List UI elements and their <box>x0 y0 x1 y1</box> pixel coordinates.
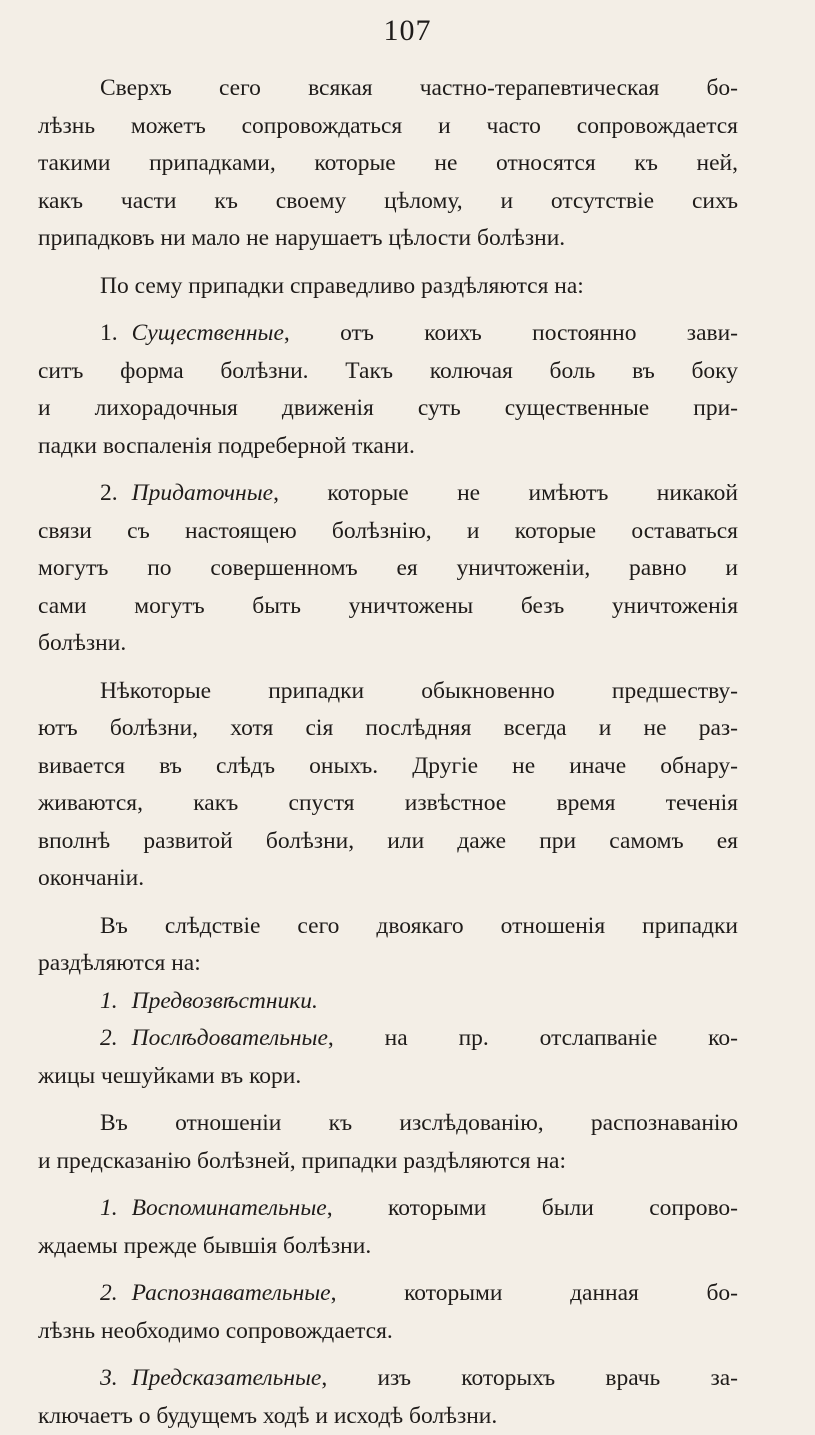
text-line <box>38 428 738 466</box>
text-span: падки воспаленія подреберной ткани. <box>38 433 415 459</box>
text-line <box>38 390 738 428</box>
text-span: ключаетъ о будущемъ ходѣ и исходѣ болѣзни. <box>38 1403 497 1429</box>
text-span: ютъ болѣзни, хотя сія послѣдняя всегда и не раз- <box>38 715 738 741</box>
text-span: ждаемы прежде бывшія болѣзни. <box>38 1233 371 1259</box>
text-line <box>38 315 738 353</box>
text-line <box>38 945 738 983</box>
text-line <box>38 1313 738 1351</box>
text-span: , отъ коихъ постоянно зави- <box>284 320 738 346</box>
text-span: живаются, какъ спустя извѣстное время теченія <box>38 790 738 816</box>
text-line <box>38 983 738 1021</box>
italic-term: Существенные <box>132 320 284 346</box>
list-number: 2. <box>100 1280 118 1306</box>
text-span: , которыми были сопрово- <box>327 1195 738 1221</box>
text-line <box>38 108 738 146</box>
paragraph-gap <box>38 1350 738 1360</box>
list-number: 1. <box>100 1195 118 1221</box>
text-span: окончаніи. <box>38 865 144 891</box>
text-span: Сверхъ сего всякая частно-терапевтическая бо- <box>100 75 738 101</box>
text-line <box>38 220 738 258</box>
text-line <box>38 785 738 823</box>
paragraph-gap <box>38 258 738 268</box>
text-line <box>38 860 738 898</box>
text-line <box>38 353 738 391</box>
text-span: и предсказанію болѣзней, припадки раздѣляются на: <box>38 1148 566 1174</box>
text-span: болѣзни. <box>38 630 126 656</box>
list-number: 3. <box>100 1365 118 1391</box>
text-line <box>38 625 738 663</box>
text-line <box>38 268 738 306</box>
text-line <box>38 588 738 626</box>
text-span: такими припадками, которые не относятся къ ней, <box>38 150 738 176</box>
text-line <box>38 183 738 221</box>
text-span: , которые не имѣютъ никакой <box>273 480 738 506</box>
paragraph-gap <box>38 1180 738 1190</box>
italic-term: Придаточные <box>132 480 273 506</box>
italic-term: Послѣдовательные <box>132 1025 328 1051</box>
text-line <box>38 475 738 513</box>
text-line <box>38 145 738 183</box>
paragraph-gap <box>38 898 738 908</box>
text-span: жицы чешуйками въ кори. <box>38 1063 301 1089</box>
text-line <box>38 513 738 551</box>
paragraph-gap <box>38 465 738 475</box>
text-line <box>38 1020 738 1058</box>
text-line <box>38 1228 738 1266</box>
text-line <box>38 550 738 588</box>
text-line <box>38 70 738 108</box>
text-line <box>38 1275 738 1313</box>
list-number: 2. <box>100 1025 118 1051</box>
text-line <box>38 710 738 748</box>
text-span: сами могутъ быть уничтожены безъ уничтоженія <box>38 593 738 619</box>
text-line <box>38 1105 738 1143</box>
italic-term: Предвозвѣстники. <box>132 988 318 1014</box>
text-line <box>38 673 738 711</box>
text-span: вивается въ слѣдъ оныхъ. Другіе не иначе обнару- <box>38 753 738 779</box>
text-span: , которыми данная бо- <box>331 1280 738 1306</box>
paragraph-gap <box>38 663 738 673</box>
italic-term: Предсказательные <box>132 1365 322 1391</box>
paragraph-gap <box>38 305 738 315</box>
list-number: 1. <box>100 988 118 1014</box>
text-span: По сему припадки справедливо раздѣляются на: <box>100 273 584 299</box>
text-line <box>38 823 738 861</box>
page-number: 107 <box>0 14 815 48</box>
text-span: , изъ которыхъ врачь за- <box>321 1365 738 1391</box>
body-text <box>38 70 738 1435</box>
text-span: связи съ настоящею болѣзнію, и которые оставаться <box>38 518 738 544</box>
text-span: , на пр. отслапваніе ко- <box>328 1025 738 1051</box>
text-span: лѣзнь можетъ сопровождаться и часто сопровождается <box>38 113 738 139</box>
text-span: припадковъ ни мало не нарушаетъ цѣлости болѣзни. <box>38 225 565 251</box>
paragraph-gap <box>38 1265 738 1275</box>
text-line <box>38 748 738 786</box>
text-span: лѣзнь необходимо сопровождается. <box>38 1318 393 1344</box>
list-number: 2. <box>100 480 118 506</box>
text-line <box>38 1360 738 1398</box>
text-span: ситъ форма болѣзни. Такъ колючая боль въ боку <box>38 358 738 384</box>
text-span: и лихорадочныя движенія суть существенные при- <box>38 395 738 421</box>
text-line <box>38 1190 738 1228</box>
text-line <box>38 1058 738 1096</box>
text-line <box>38 1143 738 1181</box>
text-span: Въ слѣдствіе сего двоякаго отношенія припадки <box>100 913 738 939</box>
text-span: раздѣляются на: <box>38 950 201 976</box>
text-line <box>38 1398 738 1435</box>
text-span: вполнѣ развитой болѣзни, или даже при самомъ ея <box>38 828 738 854</box>
text-span: Нѣкоторые припадки обыкновенно предшеству- <box>100 678 738 704</box>
list-number: 1. <box>100 320 118 346</box>
text-span: Въ отношеніи къ изслѣдованію, распознаванію <box>100 1110 738 1136</box>
text-span: какъ части къ своему цѣлому, и отсутствіе сихъ <box>38 188 738 214</box>
text-line <box>38 908 738 946</box>
italic-term: Воспоминательные <box>132 1195 327 1221</box>
italic-term: Распознавательные <box>132 1280 331 1306</box>
text-span: могутъ по совершенномъ ея уничтоженіи, равно и <box>38 555 738 581</box>
paragraph-gap <box>38 1095 738 1105</box>
